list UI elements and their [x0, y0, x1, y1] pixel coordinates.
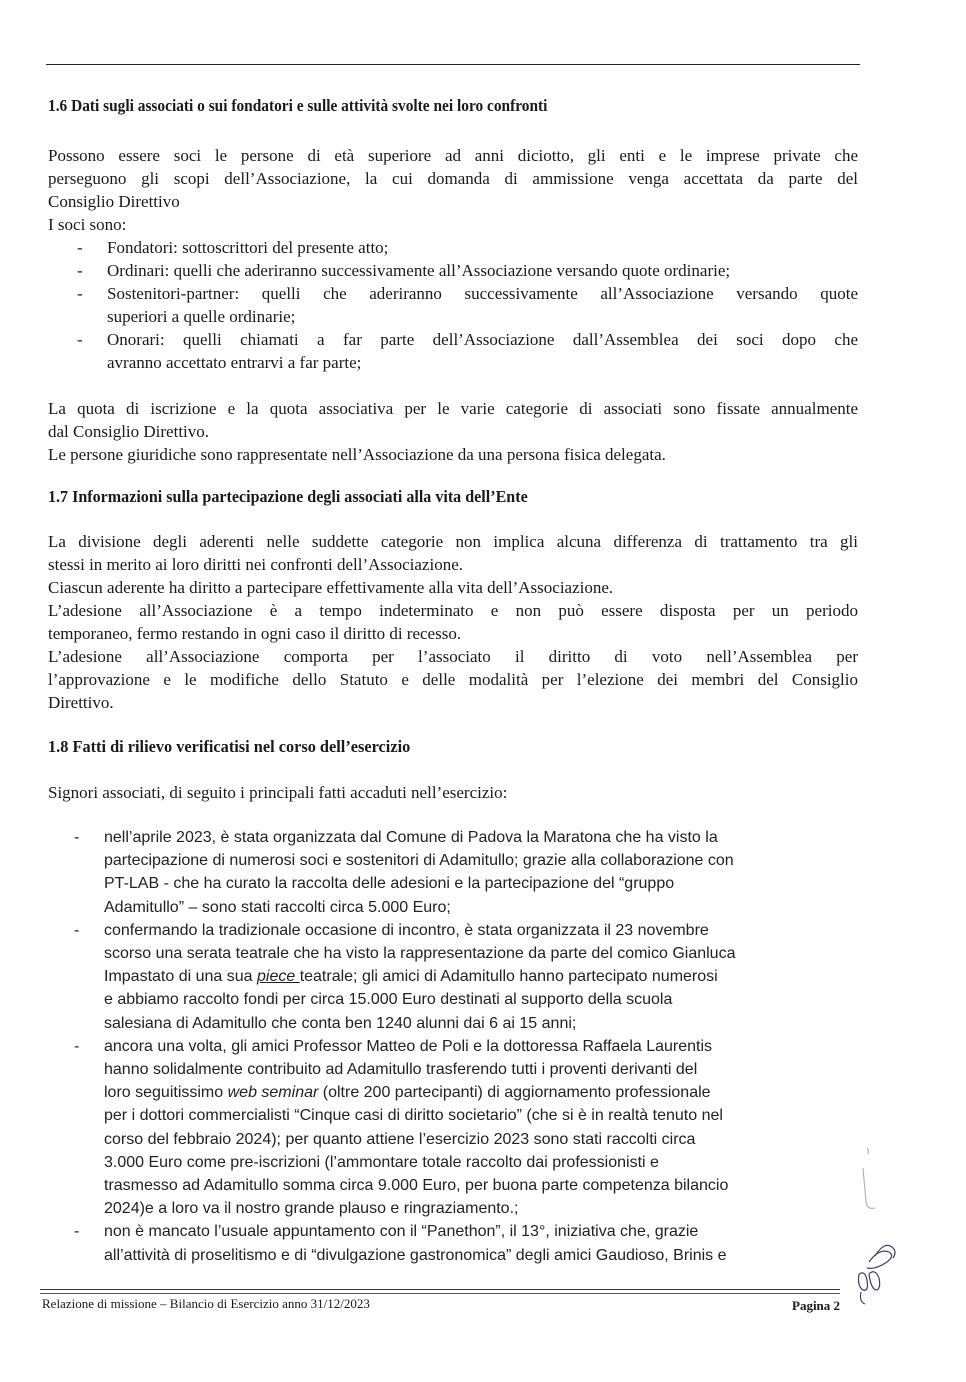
event-line: PT-LAB - che ha curato la raccolta delle adesioni e la partecipazione del “gruppo	[104, 875, 675, 893]
page-number: Pagina 2	[792, 1298, 841, 1313]
event-text: teatrale; gli amici di Adamitullo hanno partecipato numerosi	[299, 968, 718, 986]
event-line: confermando la tradizionale occasione di incontro, è stata organizzata il 23 novembre	[104, 921, 709, 939]
section-1-6-heading: 1.6 Dati sugli associati o sui fondatori e sulle attività svolte nei loro confronti	[48, 96, 548, 115]
intro-line-1: Possono essere soci le persone di età superiore ad anni diciotto, gli enti e le imprese private che	[48, 146, 858, 165]
event-text: Impastato di una sua	[104, 968, 257, 986]
event-line: hanno solidalmente contribuito ad Adamitullo trasferendo tutti i proventi derivanti del	[104, 1061, 698, 1079]
list-item	[48, 282, 858, 328]
soci-list	[48, 236, 858, 374]
list-dash: -	[74, 921, 80, 939]
list-item-line: Onorari: quelli chiamati a far parte dell’Associazione dall’Assemblea dei soci dopo che	[107, 330, 858, 349]
list-dash: -	[74, 1037, 80, 1055]
list-item-line: Ordinari: quelli che aderiranno successivamente all’Associazione versando quote ordinarie;	[107, 261, 731, 280]
event-line: 3.000 Euro come pre-iscrizioni (l’ammontare totale raccolto dai professionisti e	[104, 1153, 659, 1171]
list-dash: -	[77, 261, 83, 280]
list-dash: -	[74, 829, 80, 846]
list-dash: -	[74, 1223, 80, 1241]
section-1-7-line: temporaneo, fermo restando in ogni caso il diritto di recesso.	[48, 624, 462, 643]
list-item	[48, 328, 858, 374]
list-item	[48, 236, 858, 259]
section-1-8-heading: 1.8 Fatti di rilievo verificatisi nel corso dell’esercizio	[48, 737, 411, 756]
event-line: Adamitullo” – sono stati raccolti circa 5.000 Euro;	[104, 898, 451, 916]
section-1-7-line: Direttivo.	[48, 693, 114, 712]
section-1-7-body	[48, 530, 858, 714]
section-1-7-line: stessi in merito ai loro diritti nei confronti dell’Associazione.	[48, 555, 463, 574]
events-list	[48, 826, 858, 1267]
section-1-7-line: L’adesione all’Associazione comporta per l’associato il diritto di voto nell’Assemblea per	[48, 647, 858, 666]
soci-label: I soci sono:	[48, 215, 127, 234]
list-item	[48, 919, 858, 1035]
footer-rule	[40, 1293, 840, 1294]
event-line: e abbiamo raccolto fondi per circa 15.000 Euro destinati al supporto della scuola	[104, 991, 673, 1009]
quota-line-1: La quota di iscrizione e la quota associativa per le varie categorie di associati sono fissate annualmente	[48, 399, 858, 418]
list-dash: -	[77, 330, 83, 349]
event-text: loro seguitissimo	[104, 1084, 228, 1102]
event-emphasis: piece	[256, 968, 300, 986]
list-item-line: Sostenitori-partner: quelli che aderiranno successivamente all’Associazione versando quote	[107, 284, 858, 303]
event-line	[104, 965, 858, 988]
quota-paragraph	[48, 397, 858, 466]
event-line: salesiana di Adamitullo che conta ben 1240 alunni dai 6 ai 15 anni;	[104, 1014, 577, 1032]
list-item-line: Fondatori: sottoscrittori del presente atto;	[107, 238, 389, 257]
footer-rule	[40, 1289, 840, 1290]
section-1-7-line: La divisione degli aderenti nelle suddette categorie non implica alcuna differenza di trattamento tra gli	[48, 532, 858, 551]
persone-line: Le persone giuridiche sono rappresentate nell’Associazione da una persona fisica delegata.	[48, 445, 666, 464]
event-line: ancora una volta, gli amici Professor Matteo de Poli e la dottoressa Raffaela Laurentis	[104, 1037, 713, 1055]
event-line: all’attività di proselitismo e di “divulgazione gastronomica” degli amici Gaudioso, Brinis e	[104, 1246, 727, 1264]
list-item	[48, 826, 858, 919]
events-list-block	[48, 826, 858, 1267]
event-line: per i dottori commercialisti “Cinque casi di diritto societario” (che si è in realtà tenuto nel	[104, 1107, 723, 1125]
header-rule	[46, 64, 860, 65]
list-dash: -	[77, 238, 83, 257]
event-line: trasmesso ad Adamitullo somma circa 9.000 Euro, per buona parte competenza bilancio	[104, 1177, 729, 1195]
section-1-8-intro: Signori associati, di seguito i principali fatti accaduti nell’esercizio:	[48, 783, 508, 802]
event-line: scorso una serata teatrale che ha visto la rappresentazione da parte del comico Gianluca	[104, 945, 736, 963]
list-item	[48, 259, 858, 282]
list-item	[48, 1220, 858, 1266]
footer-title: Relazione di missione – Bilancio di Esercizio anno 31/12/2023	[42, 1296, 370, 1311]
event-text: (oltre 200 partecipanti) di aggiornamento professionale	[318, 1084, 711, 1102]
section-1-6-intro	[48, 144, 858, 374]
section-1-7-line: L’adesione all’Associazione è a tempo indeterminato e non può essere disposta per un periodo	[48, 601, 858, 620]
intro-line-3: Consiglio Direttivo	[48, 192, 180, 211]
quota-line-2: dal Consiglio Direttivo.	[48, 422, 210, 441]
event-line	[104, 1081, 858, 1104]
list-dash: -	[77, 284, 83, 303]
section-1-7-line: l’approvazione e le modifiche dello Statuto e delle modalità per l’elezione dei membri del Consiglio	[48, 670, 858, 689]
event-line: nell’aprile 2023, è stata organizzata dal Comune di Padova la Maratona che ha visto la	[104, 829, 718, 846]
event-line: partecipazione di numerosi soci e sostenitori di Adamitullo; grazie alla collaborazione con	[104, 852, 734, 870]
intro-line-2: perseguono gli scopi dell’Associazione, la cui domanda di ammissione venga accettata da parte del	[48, 169, 858, 188]
section-1-7-line: Ciascun aderente ha diritto a partecipare effettivamente alla vita dell’Associazione.	[48, 578, 614, 597]
event-line: 2024)e a loro va il nostro grande plauso e ringraziamento.;	[104, 1200, 519, 1218]
list-item-line: avranno accettato entrarvi a far parte;	[107, 353, 362, 372]
list-item-line: superiori a quelle ordinarie;	[107, 307, 296, 326]
section-1-7-heading: 1.7 Informazioni sulla partecipazione degli associati alla vita dell’Ente	[48, 487, 528, 506]
list-item	[48, 1035, 858, 1221]
event-line: non è mancato l’usuale appuntamento con il “Panethon”, il 13°, iniziativa che, grazie	[104, 1223, 699, 1241]
event-emphasis: web seminar	[227, 1084, 319, 1102]
event-line: corso del febbraio 2024); per quanto attiene l’esercizio 2023 sono stati raccolti circa	[104, 1130, 696, 1148]
handwritten-signature	[845, 1140, 915, 1310]
